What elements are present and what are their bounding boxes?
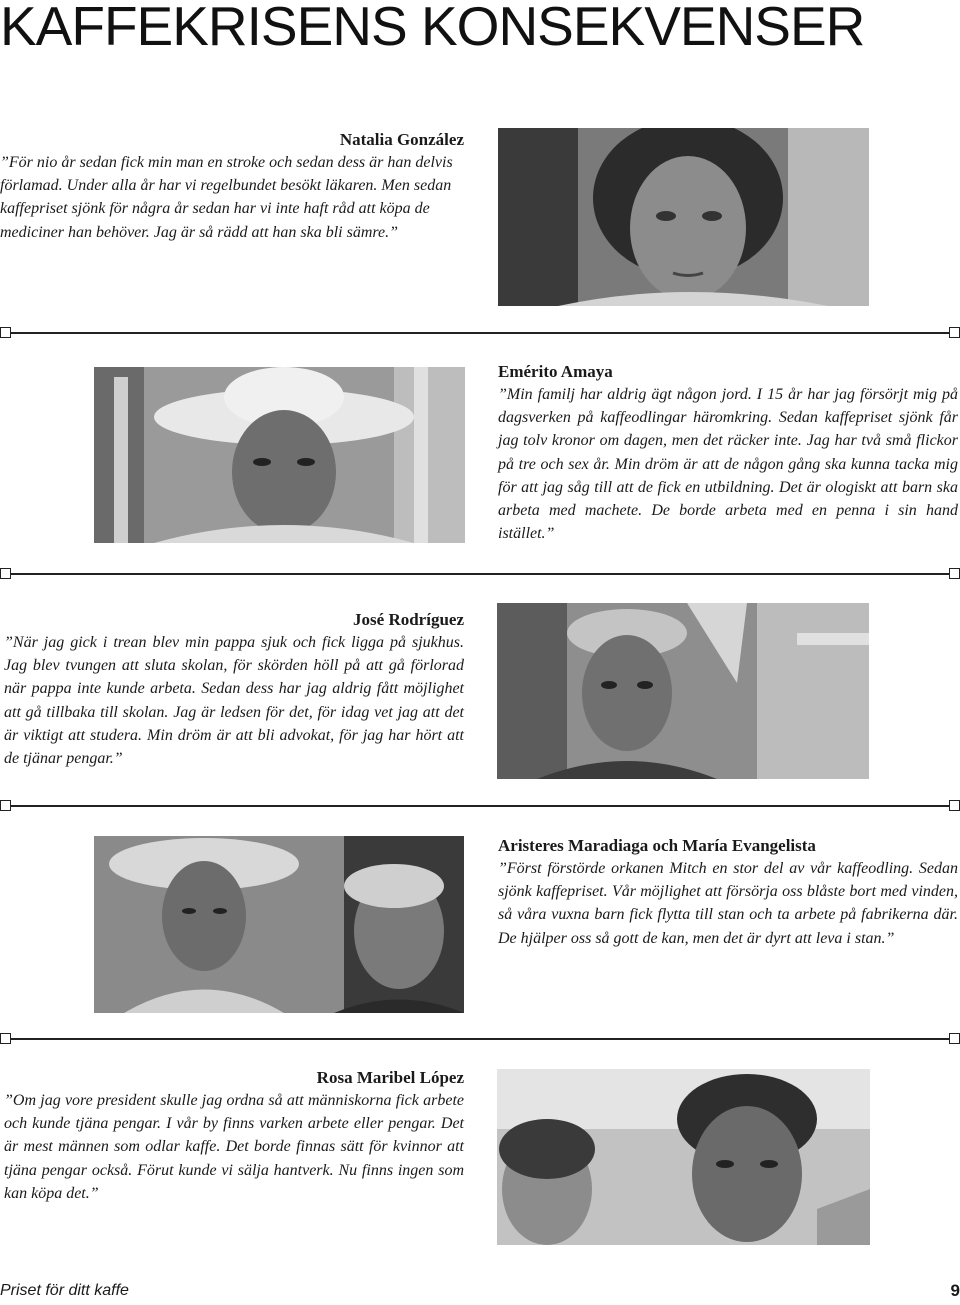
photo-rosa xyxy=(497,1069,870,1245)
section-divider xyxy=(0,568,960,580)
photo-aristeres-maria xyxy=(94,836,464,1013)
testimonial-rosa xyxy=(4,1066,464,1205)
testimonial-name: José Rodríguez xyxy=(353,610,464,629)
section-divider xyxy=(0,327,960,339)
testimonial-quote: ”När jag gick i trean blev min pappa sjuk och fick ligga på sjukhus. Jag blev tvungen att sluta skolan, för skörden höll på att gå förlorad när pappa inte kunde arbeta. Sedan dess har jag aldrig fått möjlighet att gå tillbaka till skolan. Jag är ledsen för det, för idag vet jag att det är viktigt att studera. Min dröm är att bli advokat, för jag har hört att de tjänar pengar.” xyxy=(4,634,464,768)
testimonial-quote: ”För nio år sedan fick min man en stroke och sedan dess är han delvis förlamad. Under alla år har vi regelbundet besökt läkaren. Men sedan kaffepriset sjönk för några år sedan har vi inte haft råd att köpa de mediciner han behöver. Jag är så rädd att han ska bli sämre.” xyxy=(0,154,453,241)
testimonial-name: Emérito Amaya xyxy=(498,362,613,381)
testimonial-name: Natalia González xyxy=(339,130,464,149)
testimonial-name: Aristeres Maradiaga och María Evangelista xyxy=(498,836,816,855)
testimonial-name: Rosa Maribel López xyxy=(316,1068,464,1087)
photo-emerito xyxy=(94,367,465,543)
section-divider xyxy=(0,800,960,812)
section-divider xyxy=(0,1033,960,1045)
testimonial-jose xyxy=(4,608,464,770)
publication-title: Priset för ditt kaffe xyxy=(0,1282,129,1299)
page-title: KAFFEKRISENS KONSEKVENSER xyxy=(0,0,865,57)
testimonial-aristeres-maria xyxy=(498,834,958,950)
photo-natalia xyxy=(498,128,869,306)
testimonial-quote: ”Först förstörde orkanen Mitch en stor del av vår kaffeodling. Sedan sjönk kaffepriset. Vår möjlighet att försörja oss blåste bort med vinden, så våra vuxna barn fick flytta till stan och ta arbete på fabrikerna där. De hjälper oss så gott de kan, men det är dyrt att leva i stan.” xyxy=(498,860,958,947)
testimonial-emerito xyxy=(498,360,958,545)
page-footer xyxy=(0,1280,960,1302)
testimonial-quote: ”Min familj har aldrig ägt någon jord. I 15 år har jag försörjt mig på dagsverken på kaffeodlingar häromkring. Sedan kaffepriset sjönk får jag tolv kronor om dagen, men det räcker inte. Jag har två små flickor på tre och sex år. Min dröm är att de någon gång ska kunna tacka mig för att jag såg till att de fick en utbildning. Det är ologiskt att barn ska arbeta med machete. De borde arbeta med en penna i sin hand istället.” xyxy=(498,386,958,543)
photo-jose xyxy=(497,603,869,779)
testimonial-quote: ”Om jag vore president skulle jag ordna så att människorna fick arbete och kunde tjäna pengar. I vår by finns varken arbete eller pengar. Det är mest männen som odlar kaffe. Det borde finnas sätt för kvinnor att tjäna pengar också. Förut kunde vi sälja hantverk. Nu finns ingen som kan köpa det.” xyxy=(4,1092,464,1202)
page-number: 9 xyxy=(950,1281,960,1300)
testimonial-natalia xyxy=(0,128,464,244)
